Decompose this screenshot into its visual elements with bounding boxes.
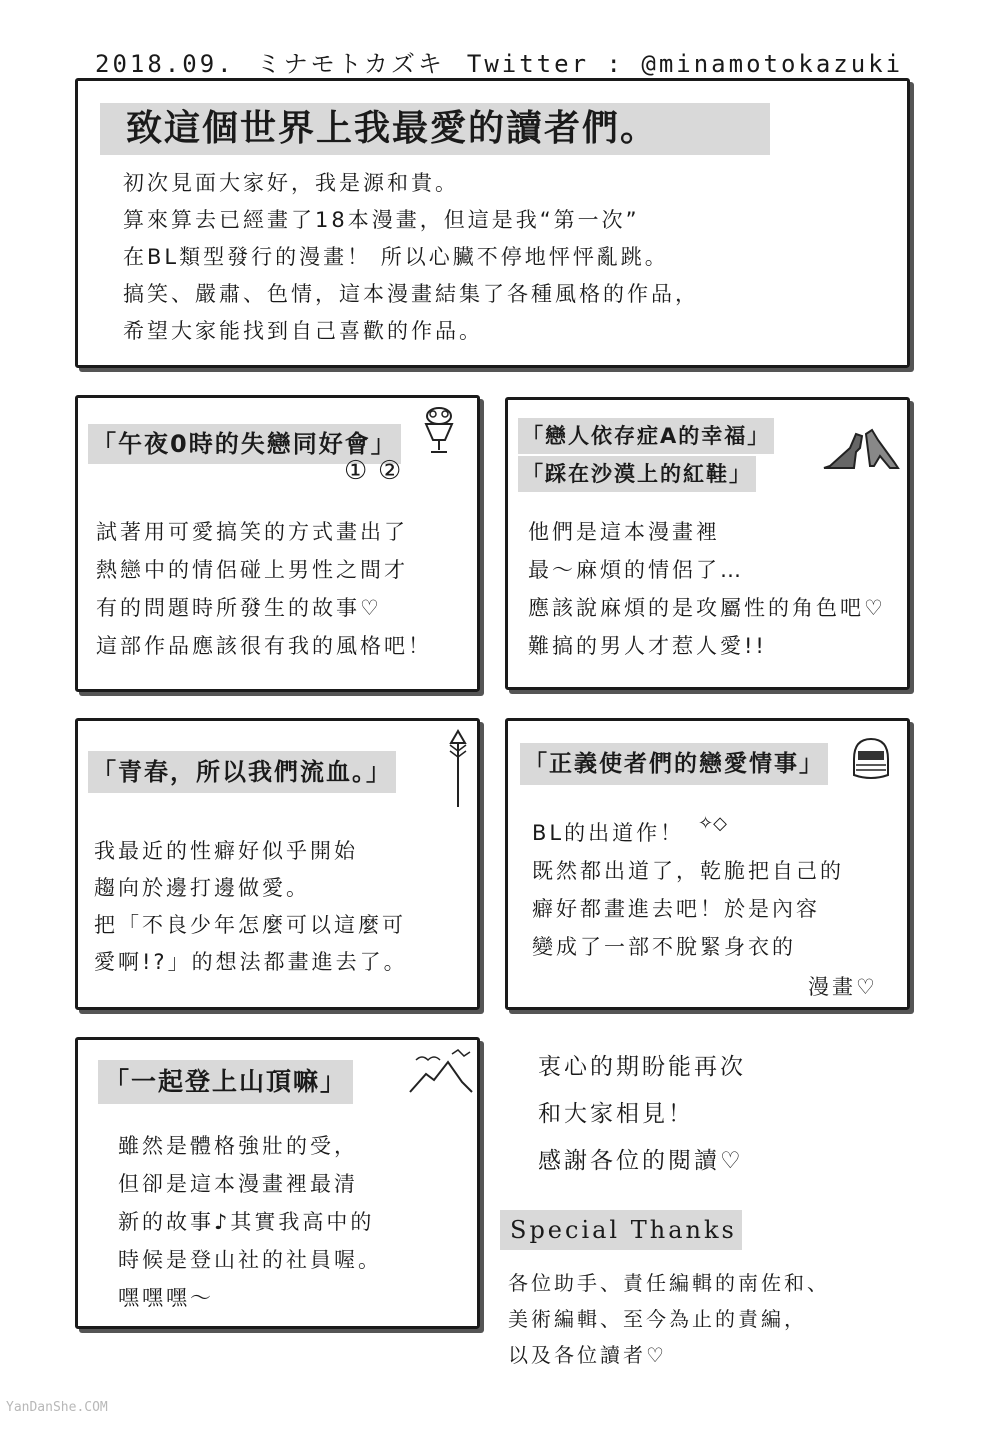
header-twitter: Twitter : @minamotokazuki xyxy=(466,50,904,78)
part-number-1: ① xyxy=(344,456,368,486)
box-d-title: 「正義使者們的戀愛情事」 xyxy=(520,743,828,785)
box-c-line-1: 我最近的性癖好似乎開始 xyxy=(94,839,358,863)
closing-line-3: 感謝各位的閱讀♡ xyxy=(538,1148,744,1174)
red-shoes-icon xyxy=(820,426,902,472)
box-b-line-3: 應該說麻煩的是攻屬性的角色吧♡ xyxy=(528,596,886,620)
thanks-line-2: 美術編輯、至今為止的責編， xyxy=(508,1307,807,1331)
box-d-line-1: BL的出道作！ xyxy=(532,821,685,845)
intro-line-3: 在BL類型發行的漫畫！ 所以心臟不停地怦怦亂跳。 xyxy=(123,245,669,269)
box-a-line-2: 熱戀中的情侶碰上男性之間才 xyxy=(96,558,408,582)
box-b-line-4: 難搞的男人才惹人愛!! xyxy=(528,634,767,658)
box-b-title-2: 「踩在沙漠上的紅鞋」 xyxy=(518,456,756,492)
box-c-line-3: 把「不良少年怎麼可以這麼可 xyxy=(94,913,406,937)
intro-box xyxy=(75,78,910,368)
box-a-line-3: 有的問題時所發生的故事♡ xyxy=(96,596,382,620)
page-header xyxy=(95,44,904,78)
box-d-line-2: 既然都出道了，乾脆把自己的 xyxy=(532,859,844,883)
box-b-line-2: 最～麻煩的情侶了… xyxy=(528,558,744,582)
box-e-line-1: 雖然是體格強壯的受， xyxy=(118,1134,358,1158)
box-a-title: 「午夜0時的失戀同好會」 xyxy=(88,424,401,464)
box-c-line-2: 趨向於邊打邊做愛。 xyxy=(94,876,310,900)
story-box-lover xyxy=(505,397,910,690)
header-date: 2018.09. xyxy=(95,50,235,78)
box-d-line-3: 癖好都畫進去吧！於是內容 xyxy=(532,897,820,921)
box-a-line-4: 這部作品應該很有我的風格吧！ xyxy=(96,634,432,658)
closing-line-2: 和大家相見！ xyxy=(538,1101,694,1127)
sparkle-icon: ✧◇ xyxy=(698,813,727,834)
box-e-line-2: 但卻是這本漫畫裡最清 xyxy=(118,1172,358,1196)
box-d-line-5: 漫畫♡ xyxy=(808,975,878,999)
box-e-line-5: 嘿嘿嘿～ xyxy=(118,1286,214,1310)
mountain-icon xyxy=(408,1048,474,1098)
story-box-midnight xyxy=(75,395,480,692)
closing-line-1: 衷心的期盼能再次 xyxy=(538,1054,746,1080)
box-c-title: 「青春，所以我們流血。」 xyxy=(88,751,396,793)
thanks-line-3: 以及各位讀者♡ xyxy=(508,1343,667,1367)
hero-helmet-icon xyxy=(848,735,894,783)
box-c-line-4: 愛啊!?」的想法都畫進去了。 xyxy=(94,950,408,974)
box-e-line-3: 新的故事♪其實我高中的 xyxy=(118,1210,375,1234)
box-a-line-1: 試著用可愛搞笑的方式畫出了 xyxy=(96,520,408,544)
box-e-title: 「一起登上山頂嘛」 xyxy=(98,1060,353,1104)
intro-title: 致這個世界上我最愛的讀者們。 xyxy=(100,103,770,155)
story-box-mountain xyxy=(75,1037,480,1329)
intro-line-1: 初次見面大家好，我是源和貴。 xyxy=(123,171,459,195)
intro-line-5: 希望大家能找到自己喜歡的作品。 xyxy=(123,319,483,343)
thanks-line-1: 各位助手、責任編輯的南佐和、 xyxy=(508,1271,830,1295)
story-box-youth xyxy=(75,718,480,1010)
header-author: ミナモトカズキ xyxy=(256,50,445,78)
parfait-icon xyxy=(418,406,460,456)
special-thanks-title: Special Thanks xyxy=(500,1210,742,1250)
box-d-line-4: 變成了一部不脫緊身衣的 xyxy=(532,935,796,959)
intro-line-2: 算來算去已經畫了18本漫畫，但這是我“第一次” xyxy=(123,208,640,232)
part-number-2: ② xyxy=(378,456,402,486)
box-e-line-4: 時候是登山社的社員喔。 xyxy=(118,1248,382,1272)
story-box-justice xyxy=(505,718,910,1010)
watermark: YanDanShe.COM xyxy=(6,1400,108,1415)
box-b-title-1: 「戀人依存症A的幸福」 xyxy=(518,418,774,454)
box-b-line-1: 他們是這本漫畫裡 xyxy=(528,520,720,544)
arrow-icon xyxy=(446,729,470,809)
intro-line-4: 搞笑、嚴肅、色情，這本漫畫結集了各種風格的作品， xyxy=(123,282,699,306)
